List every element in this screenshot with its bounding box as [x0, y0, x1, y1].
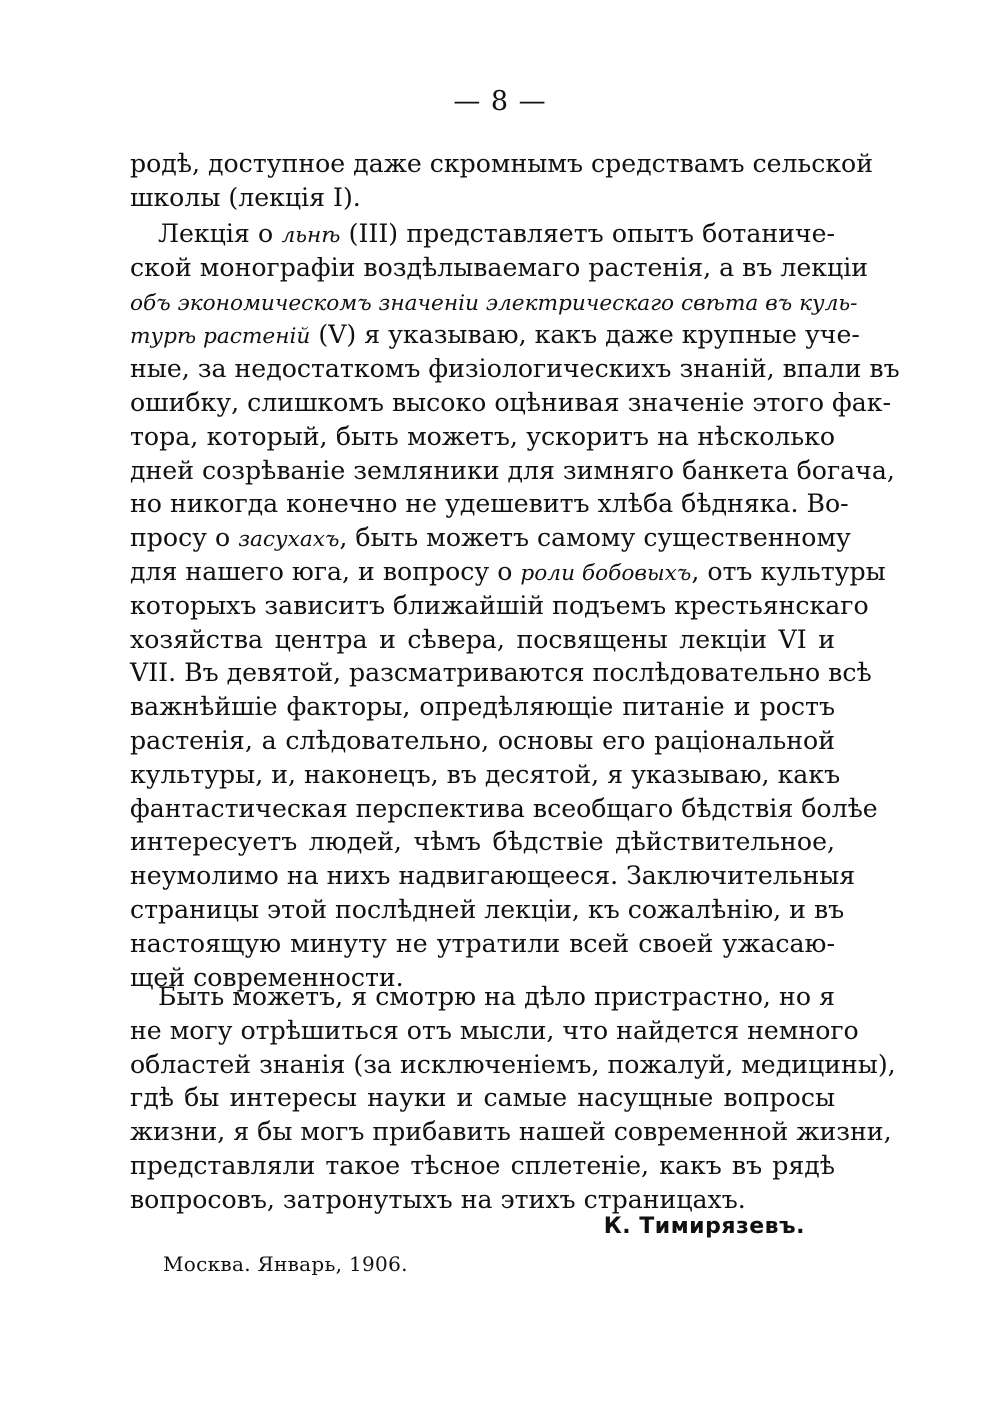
page-number: — 8 —: [453, 86, 547, 117]
text-line: школы (лекція I).: [130, 182, 361, 212]
text-line: представляли такое тѣсное сплетеніе, какъ въ рядѣ: [130, 1150, 835, 1180]
italic-term: засухахъ: [238, 527, 340, 553]
paragraph-conclusion: [130, 980, 896, 1217]
text-line: ные, за недостаткомъ физіологическихъ знаній, впали въ: [130, 354, 900, 384]
italic-term: объ экономическомъ значеніи электрическаго свѣта въ куль-: [130, 290, 858, 316]
text-line: которыхъ зависитъ ближайшій подъемъ крестьянскаго: [130, 590, 869, 620]
text-line: Лекція о льнѣ (III) представляетъ опытъ ботаниче-: [158, 219, 835, 248]
text-line: дней созрѣваніе земляники для зимняго банкета богача,: [130, 455, 895, 485]
text-line: для нашего юга, и вопросу о роли бобовыхъ, отъ культуры: [130, 556, 886, 586]
text-line: областей знанія (за исключеніемъ, пожалуй, медицины),: [130, 1049, 896, 1079]
text-line: растенія, а слѣдовательно, основы его раціональной: [130, 725, 835, 755]
text-line: гдѣ бы интересы науки и самые насущные вопросы: [130, 1083, 835, 1113]
text-line: тора, который, быть можетъ, ускоритъ на нѣсколько: [130, 421, 835, 451]
text-line: хозяйства центра и сѣвера, посвящены лекціи VI и: [130, 624, 835, 654]
text-line: ошибку, слишкомъ высоко оцѣнивая значеніе этого фак-: [130, 387, 891, 417]
text-line: не могу отрѣшиться отъ мысли, что найдется немного: [130, 1015, 859, 1045]
text-line: фантастическая перспектива всеобщаго бѣдствія болѣе: [130, 793, 878, 823]
text-line: важнѣйшіе факторы, опредѣляющіе питаніе и ростъ: [130, 692, 835, 722]
text-line: VII. Въ девятой, разсматриваются послѣдовательно всѣ: [130, 658, 872, 688]
text-line: ской монографіи воздѣлываемаго растенія, а въ лекціи: [130, 252, 869, 282]
text-line: интересуетъ людей, чѣмъ бѣдствіе дѣйствительное,: [130, 827, 835, 857]
italic-term: роли бобовыхъ: [520, 560, 692, 586]
text-line: но никогда конечно не удешевитъ хлѣба бѣдняка. Во-: [130, 489, 849, 519]
text-line: Быть можетъ, я смотрю на дѣло пристрастно, но я: [158, 982, 835, 1011]
text-line: щей современности.: [130, 962, 404, 992]
place-and-date: Москва. Январь, 1906.: [163, 1252, 408, 1276]
italic-term: льнѣ: [281, 223, 341, 248]
paragraph-lectures: [130, 217, 900, 994]
text-line: культуры, и, наконецъ, въ десятой, я указываю, какъ: [130, 759, 841, 789]
text-line: просу о засухахъ, быть можетъ самому существенному: [130, 523, 851, 553]
text-line: неумолимо на нихъ надвигающееся. Заключительныя: [130, 861, 856, 891]
text-line: родѣ, доступное даже скромнымъ средствамъ сельской: [130, 149, 874, 178]
text-line: страницы этой послѣдней лекціи, къ сожалѣнію, и въ: [130, 894, 845, 924]
text-line: турѣ растеній (V) я указываю, какъ даже крупные уче-: [130, 320, 860, 350]
italic-term: турѣ растеній: [130, 324, 311, 350]
text-line: настоящую минуту не утратили всей своей ужасаю-: [130, 928, 835, 958]
text-line: вопросовъ, затронутыхъ на этихъ страницахъ.: [130, 1184, 746, 1214]
paragraph-continuation: [130, 147, 874, 215]
text-line: [130, 285, 858, 319]
author-signature: К. Тимирязевъ.: [603, 1214, 805, 1239]
text-line: жизни, я бы могъ прибавить нашей современной жизни,: [130, 1117, 892, 1147]
